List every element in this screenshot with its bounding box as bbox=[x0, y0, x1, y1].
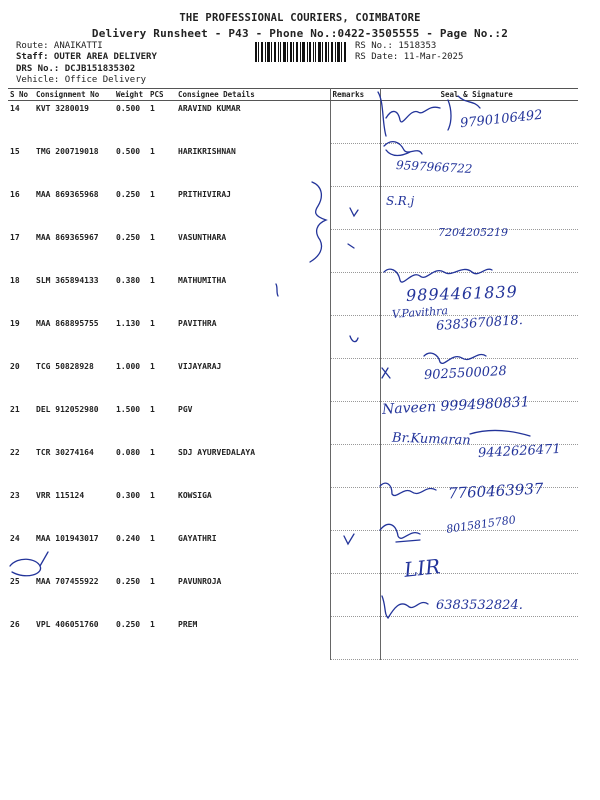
cell-sno: 22 bbox=[10, 447, 20, 457]
cell-weight: 0.250 bbox=[116, 232, 141, 242]
col-consignee: Consignee Details bbox=[176, 89, 330, 101]
handwritten-phone-26: 6383532824. bbox=[436, 598, 523, 613]
cell-weight: 0.300 bbox=[116, 490, 141, 500]
cell-weight: 1.500 bbox=[116, 404, 141, 414]
route-label: Route: ANAIKATTI bbox=[16, 41, 103, 51]
vehicle-label: Vehicle: Office Delivery bbox=[16, 75, 147, 85]
handwritten-phone-20: 9025500028 bbox=[423, 363, 508, 384]
handwritten-phone-21: Naveen 9994980831 bbox=[381, 394, 530, 418]
cell-consignee: KOWSIGA bbox=[176, 488, 330, 531]
cell-sno: 18 bbox=[10, 275, 20, 285]
cell-weight: 1.130 bbox=[116, 318, 141, 328]
handwritten-phone-19: 6383670818. bbox=[435, 312, 524, 335]
cell-sno: 25 bbox=[10, 576, 20, 586]
col-weight: Weight bbox=[114, 89, 148, 101]
cell-sno: 23 bbox=[10, 490, 20, 500]
cell-weight: 0.250 bbox=[116, 576, 141, 586]
cell-sno: 21 bbox=[10, 404, 20, 414]
cell-consignment: KVT 3280019 bbox=[36, 104, 89, 113]
cell-consignment: MAA 869365968 bbox=[36, 189, 99, 199]
cell-sno: 16 bbox=[10, 189, 20, 199]
handwritten-phone-24: 8015815780 bbox=[445, 513, 517, 536]
cell-pcs: 1 bbox=[150, 232, 155, 242]
handwritten-phone-22: 9442626471 bbox=[477, 441, 562, 462]
handwritten-phone-14: 9790106492 bbox=[459, 107, 544, 132]
cell-weight: 1.000 bbox=[116, 361, 141, 371]
handwritten-sign-16: S.R.j bbox=[386, 194, 415, 208]
cell-pcs: 1 bbox=[150, 318, 155, 328]
cell-consignee: VIJAYARAJ bbox=[176, 359, 330, 402]
col-remarks: Remarks bbox=[330, 89, 380, 101]
cell-pcs: 1 bbox=[150, 104, 155, 113]
cell-consignee: GAYATHRI bbox=[176, 531, 330, 574]
cell-weight: 0.380 bbox=[116, 275, 141, 285]
cell-consignee: PAVITHRA bbox=[176, 316, 330, 359]
handwritten-mark-25: LIR bbox=[402, 554, 442, 582]
handwritten-phone-17: 7204205219 bbox=[438, 226, 508, 239]
cell-consignee: PAVUNROJA bbox=[176, 574, 330, 617]
cell-pcs: 1 bbox=[150, 533, 155, 543]
cell-weight: 0.500 bbox=[116, 104, 141, 113]
cell-sno: 17 bbox=[10, 232, 20, 242]
cell-pcs: 1 bbox=[150, 361, 155, 371]
cell-weight: 0.500 bbox=[116, 146, 141, 156]
cell-sno: 26 bbox=[10, 619, 20, 629]
cell-consignee: ARAVIND KUMAR bbox=[176, 101, 330, 144]
cell-consignee: VASUNTHARA bbox=[176, 230, 330, 273]
col-pcs: PCS bbox=[148, 89, 176, 101]
cell-pcs: 1 bbox=[150, 576, 155, 586]
drs-label: DRS No.: DCJB151835302 bbox=[16, 64, 136, 74]
cell-consignment: MAA 868895755 bbox=[36, 318, 99, 328]
col-seal: Seal & Signature bbox=[380, 89, 578, 101]
cell-consignment: SLM 365894133 bbox=[36, 275, 99, 285]
col-sno: S No bbox=[8, 89, 34, 101]
cell-pcs: 1 bbox=[150, 275, 155, 285]
rs-number: RS No.: 1518353 bbox=[355, 41, 437, 51]
cell-sno: 19 bbox=[10, 318, 20, 328]
handwritten-name-19: V.Pavithra bbox=[391, 304, 449, 321]
cell-consignee: PGV bbox=[176, 402, 330, 445]
handwritten-phone-23: 7760463937 bbox=[447, 479, 544, 503]
cell-consignment: TCG 50828928 bbox=[36, 361, 94, 371]
handwritten-phone-18: 9894461839 bbox=[405, 282, 519, 305]
cell-consignment: VRR 115124 bbox=[36, 490, 85, 500]
cell-pcs: 1 bbox=[150, 404, 155, 414]
cell-consignment: MAA 101943017 bbox=[36, 533, 99, 543]
handwritten-name-22: Br.Kumaran bbox=[391, 430, 471, 449]
cell-sno: 15 bbox=[10, 146, 20, 156]
cell-weight: 0.250 bbox=[116, 189, 141, 199]
cell-pcs: 1 bbox=[150, 490, 155, 500]
cell-consignment: VPL 406051760 bbox=[36, 619, 99, 629]
cell-sno: 24 bbox=[10, 533, 20, 543]
cell-consignee: HARIKRISHNAN bbox=[176, 144, 330, 187]
company-title: THE PROFESSIONAL COURIERS, COIMBATORE bbox=[179, 12, 421, 24]
cell-consignment: TCR 30274164 bbox=[36, 447, 94, 457]
cell-consignment: DEL 912052980 bbox=[36, 404, 99, 414]
cell-consignment: TMG 200719018 bbox=[36, 146, 99, 156]
cell-pcs: 1 bbox=[150, 447, 155, 457]
cell-weight: 0.080 bbox=[116, 447, 141, 457]
cell-pcs: 1 bbox=[150, 189, 155, 199]
cell-pcs: 1 bbox=[150, 146, 155, 156]
cell-consignee: PRITHIVIRAJ bbox=[176, 187, 330, 230]
cell-pcs: 1 bbox=[150, 619, 155, 629]
cell-weight: 0.240 bbox=[116, 533, 141, 543]
cell-sno: 20 bbox=[10, 361, 20, 371]
staff-label: Staff: OUTER AREA DELIVERY bbox=[16, 52, 157, 62]
col-consignment: Consignment No bbox=[34, 89, 114, 101]
cell-consignee: SDJ AYURVEDALAYA bbox=[176, 445, 330, 488]
cell-sno: 14 bbox=[10, 104, 20, 113]
cell-consignment: MAA 869365967 bbox=[36, 232, 99, 242]
rs-date: RS Date: 11-Mar-2025 bbox=[355, 52, 464, 62]
handwritten-phone-15: 9597966722 bbox=[395, 158, 473, 176]
cell-weight: 0.250 bbox=[116, 619, 141, 629]
cell-consignee: PREM bbox=[176, 617, 330, 660]
cell-consignment: MAA 707455922 bbox=[36, 576, 99, 586]
runsheet-subtitle: Delivery Runsheet - P43 - Phone No.:0422-3505555 - Page No.:2 bbox=[91, 27, 509, 40]
cell-consignee: MATHUMITHA bbox=[176, 273, 330, 316]
